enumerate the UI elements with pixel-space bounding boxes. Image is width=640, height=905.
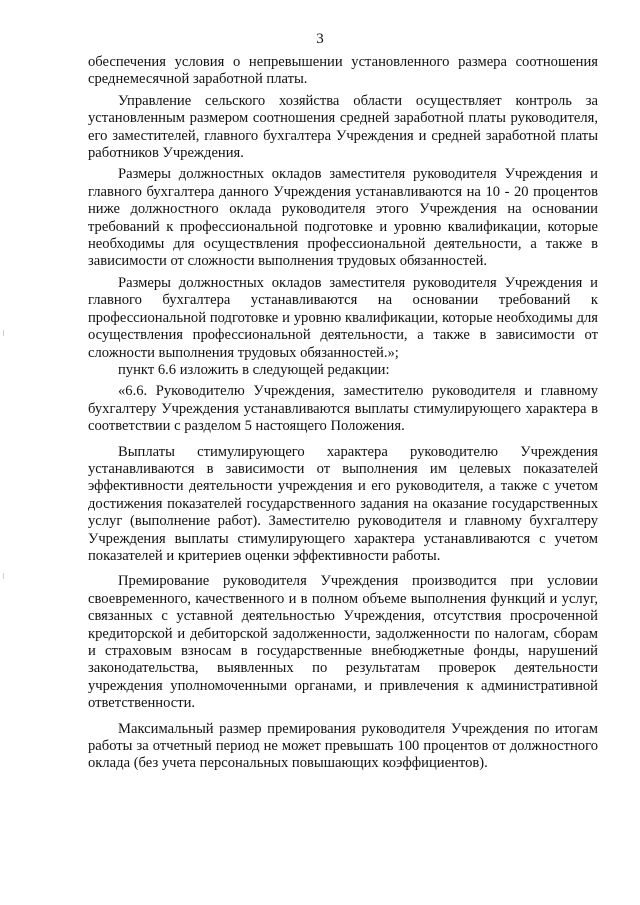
document-body: [88, 54, 598, 773]
scan-edge-mark: [3, 573, 4, 579]
scan-edge-mark: [3, 330, 4, 336]
paragraph-8: Премирование руководителя Учреждения производится при условии своевременного, качественного и в полном объеме выполнения функций и услуг, связанных с уставной деятельностью Учреждения, отсутствия просроченной кредиторской и дебиторской задолженности, задолженности по налогам, сборам и страховым взносам в государственные внебюджетные фонды, нарушений законодательства, выявленных по результатам проверок деятельности учреждения уполномоченными органами, и привлечения к административной ответственности.: [88, 573, 598, 712]
paragraph-9: Максимальный размер премирования руководителя Учреждения по итогам работы за отчетный период не может превышать 100 процентов от должностного оклада (без учета персональных повышающих коэффициентов).: [88, 720, 598, 772]
paragraph-2: Управление сельского хозяйства области осуществляет контроль за установленным размером соотношения средней заработной платы руководителя, его заместителей, главного бухгалтера Учреждения и средней заработной платы работников Учреждения.: [88, 92, 598, 162]
paragraph-1: обеспечения условия о непревышении установленного размера соотношения среднемесячной заработной платы.: [88, 54, 598, 88]
paragraph-6: «6.6. Руководителю Учреждения, заместителю руководителя и главному бухгалтеру Учреждения устанавливаются выплаты стимулирующего характера в соответствии с разделом 5 настоящего Положения.: [88, 383, 598, 435]
paragraph-4: Размеры должностных окладов заместителя руководителя Учреждения и главного бухгалтера устанавливаются на основании требований к профессиональной подготовке и уровню квалификации, которые необходимы для осуществления профессиональной деятельности, а также в зависимости от сложности выполнения трудовых обязанностей.»;: [88, 274, 598, 361]
page-number: 3: [316, 31, 324, 47]
paragraph-7: Выплаты стимулирующего характера руководителю Учреждения устанавливаются в зависимости от выполнения им целевых показателей эффективности деятельности учреждения и его руководителя, а также с учетом достижения показателей государственного задания на оказание государственных услуг (выполнение работ). Заместителю руководителя и главному бухгалтеру Учреждения выплаты стимулирующего характера устанавливаются с учетом показателей и критериев оценки эффективности работы.: [88, 443, 598, 564]
paragraph-5: пункт 6.6 изложить в следующей редакции:: [118, 361, 390, 378]
paragraph-3: Размеры должностных окладов заместителя руководителя Учреждения и главного бухгалтера данного Учреждения устанавливаются на 10 - 20 процентов ниже должностного оклада руководителя этого Учреждения на основании требований к профессиональной подготовке и уровню квалификации, которые необходимы для осуществления профессиональной деятельности, а также в зависимости от сложности выполнения трудовых обязанностей.: [88, 166, 598, 270]
